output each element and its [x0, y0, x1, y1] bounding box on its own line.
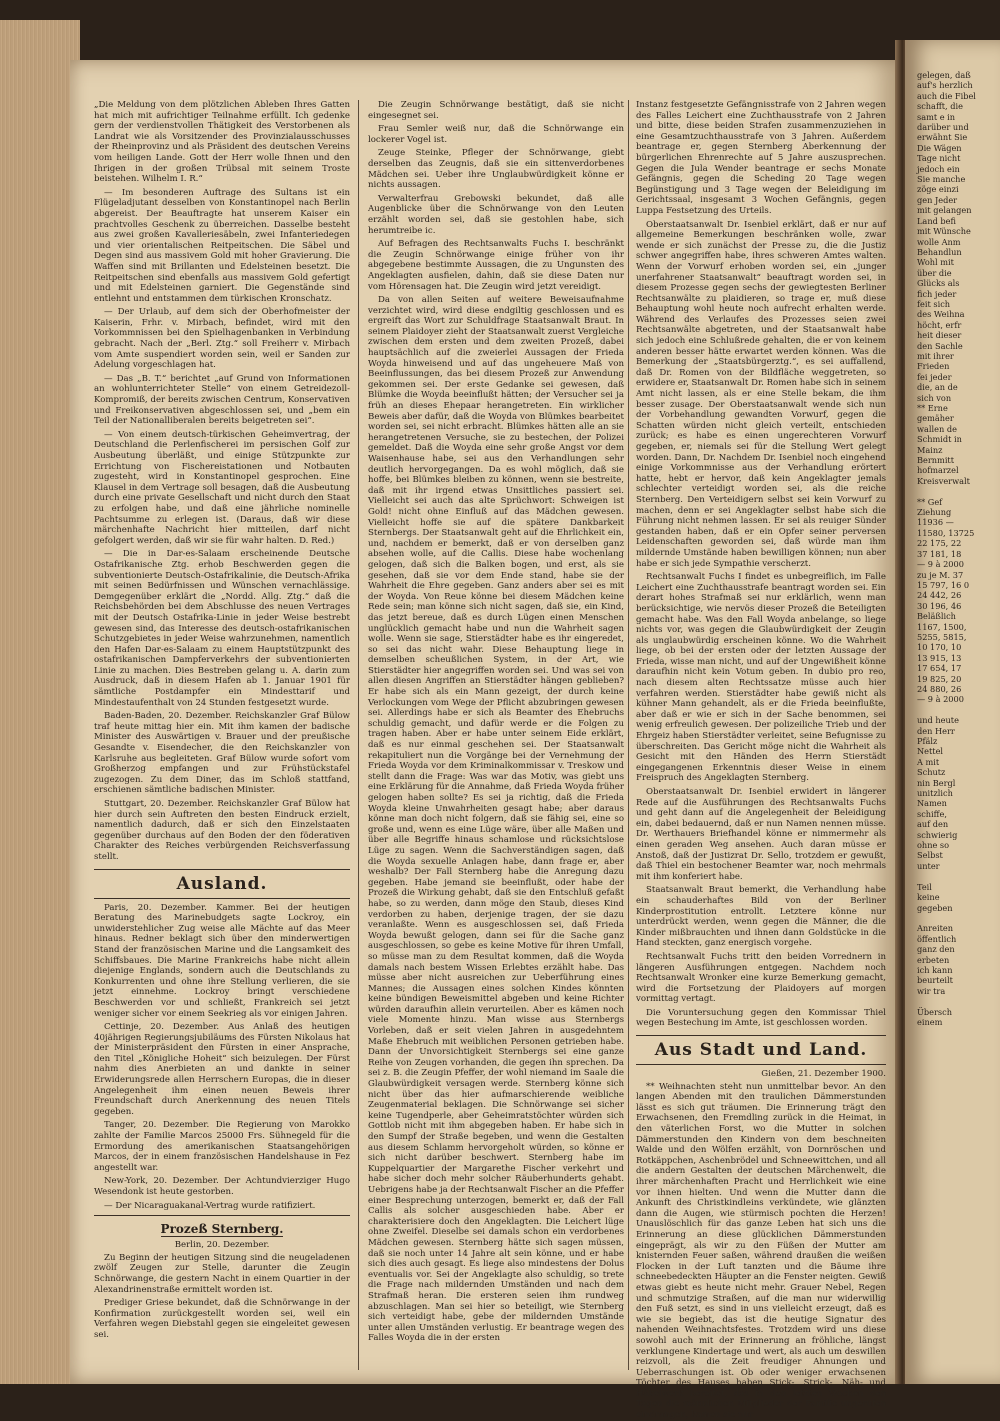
article-paris: Paris, 20. Dezember. Kammer. Bei der heutigen Beratung des Marinebudgets sagte Lockroy, ein unwiderstehlicher Zug weise alle Mächte auf das Meer hinaus. Redner beklagt sich über den minderwertigen Stand der französischen Marine und die Langsamkeit des Schiffsbaues. Die Marine Frankreichs habe nicht allein diejenige Englands, sondern auch die Deutschlands zu Konkurrenten und ohne ihre Stellung verlieren, die sie jetzt einnehme. Lockroy bringt verschiedene Beschwerden vor und schließt, Frankreich sei jetzt weniger sicher vor einem Seekrieg als vor einigen Jahren. [94, 902, 350, 1019]
column-3 [636, 100, 886, 1421]
article-stuttgart: Stuttgart, 20. Dezember. Reichskanzler Graf Bülow hat hier durch sein Auftreten den besten Eindruck erzielt, namentlich dadurch, daß er sich den Einzelstaaten gegenüber durchaus auf den Boden der den föderativen Charakter des Reiches verbürgenden Reichsverfassung stellt. [94, 799, 350, 862]
article-new-york: New-York, 20. Dezember. Der Achtundvierziger Hugo Wesendonk ist heute gestorben. [94, 1176, 350, 1197]
article-steinke: Zeuge Steinke, Pfleger der Schnörwange, giebt derselben das Zeugnis, daß sie ein sittenverdorbenes Mädchen sei. Ueber ihre Unglaubwürdigkeit könne er nichts aussagen. [368, 148, 624, 191]
column-rule [358, 100, 359, 1370]
article-schnoerwange: Die Zeugin Schnörwange bestätigt, daß sie nicht eingesegnet sei. [368, 100, 624, 121]
newspaper-page [70, 60, 900, 1421]
facing-page-edge [905, 40, 1000, 1384]
article-cettinje: Cettinje, 20. Dezember. Aus Anlaß des heutigen 40jährigen Regierungsjubiläums des Fürsten Nikolaus hat der Ministerpräsident den Fürsten in einer Ansprache, den Titel „Königliche Hoheit“ sich beizulegen. Der Fürst nahm dies Anerbieten an und dankte in seiner Erwiderungsrede allen Herrschern Europas, die in dieser Angelegenheit ihm einen neuen Beweis ihrer Freundschaft durch Anerkennung des neuen Titels gegeben. [94, 1022, 350, 1117]
article-isenbiel: Oberstaatsanwalt Dr. Isenbiel erklärt, daß er nur auf allgemeine Bemerkungen beschränken wolle, zwar wende er sich zunächst der Presse zu, die die Justiz schwer angegriffen habe, ihres schweren Amtes walten. Wenn der Vorwurf erhoben worden sei, ein „junger unerfahrener Staatsanwalt“ beauftragt worden sei, in diesem Prozesse gegen sechs der gewiegtesten Berliner Rechtsanwälte zu plaidieren, so trage er, muß diese Behauptung wohl heute noch aufrecht erhalten werde. Während des Verlaufes des Prozesses seien zwei Rechtsanwälte abgetreten, und der Staatsanwalt habe sich jedoch eine Schlußrede gehalten, die er von keinem anderen besser hätte erwartet werden können. Was die Bemerkung der „Staatsbürgerztg.“, es sei auffallend, daß Dr. Romen von der Bildfläche weggetreten, so erwidere er, Staatsanwalt Dr. Romen habe sich in seinem Amt nicht lassen, als er eine Stelle bekam, die ihm besser zusage. Der Oberstaatsanwalt wende sich nun der Vorbehandlung gewandten Vorwurf, gegen die Schatten würden nicht gleich verteilt, entschieden zurück; es habe es einen ungerechteren Vorwurf gegeben, er, niemals sei für die Stellung Wert gelegt worden. Dann, Dr. Nachdem Dr. Isenbiel noch eingehend einige Vorkommnisse aus der Verhandlung erörtert hatte, hebt er hervor, daß kein Angeklagter jemals schlechter verteidigt worden sei, als die reiche Sternberg. Den Verteidigern selbst sei kein Vorwurf zu machen, denn er sei Angeklagter selbst habe sich die Führung nicht nehmen lassen. Er sei als reuiger Sünder gestanden haben, daß er ein Opfer seiner perversen Leidenschaften geworden sei, daß würde man ihm mildernde Umstände haben bewilligen können; nun aber habe er sich jede Sympathie verscherzt. [636, 219, 886, 569]
dateline-berlin: Berlin, 20. Dezember. [174, 1240, 270, 1251]
article-strafantrag: Instanz festgesetzte Gefängnisstrafe von 2 Jahren wegen des Falles Leichert eine Zuchthausstrafe von 2 Jahren und bitte, diese beiden Strafen zusammenzuziehen in eine Gesamtzuchthausstrafe von 3 Jahren. Außerdem beantrage er, gegen Sternberg Aberkennung der bürgerlichen Ehrenrechte auf 5 Jahre auszusprechen. Gegen die Jula Wender beantrage er sechs Monate Gefängnis, gegen die Scheding 20 Tage wegen Begünstigung und 3 Tage wegen der Beleidigung im Gerichtssaal, insgesamt 3 Wochen Gefängnis, gegen Luppa Festsetzung des Urteils. [636, 100, 886, 216]
article-thiel: Die Voruntersuchung gegen den Kommissar Thiel wegen Bestechung im Amte, ist geschlossen worden. [636, 1007, 886, 1029]
article-getreidezoll: — Das „B. T.“ berichtet „auf Grund von Informationen an wohlunterrichteter Stelle“ von einem Getreidezoll-Kompromiß, der bereits zwischen Centrum, Konservativen und Freikonservativen abgeschlossen sei, und „bem ein Teil der Nationalliberalen bereits beigetreten sei“. [94, 373, 350, 427]
article-plaidoyer: Da von allen Seiten auf weitere Beweisaufnahme verzichtet wird, wird diese endgiltig geschlossen und es ergreift das Wort zur Schuldfrage Staatsanwalt Braut. In seinem Plaidoyer zieht der Staatsanwalt zuerst Vergleiche zwischen dem ersten und dem zweiten Prozeß, dabei hauptsächlich auf die zweierlei Aussagen der Frieda Woyda hinweisend und auf das ungeheuere Maß von Beeinflussungen, das bei diesem Prozeß zur Anwendung gekommen sei. Der erste Gedanke sei gewesen, daß Blümke die Woyda beeinflußt hätten; der Versucher sei ja früh an dieses Ehepaar herangetreten. Ein wirklicher Beweis aber dafür, daß die Woyda von Blümkes bearbeitet worden sei, sei nicht erbracht. Blümkes hätten alle an sie herangetretenen Versuche, sie zu bestechen, der Polizei gemeldet. Daß die Woyda eine sehr große Angst vor dem Waisenhause habe, sei aus den Verhandlungen sehr deutlich hervorgegangen. Da es wohl möglich, daß sie hoffe, bei Blümkes bleiben zu können, wenn sie bestreite, daß mit ihr irgend etwas Unsittliches passiert sei. Vielleicht sei auch das alte Sprüchwort: Schweigen ist Gold! nicht ohne Einfluß auf das Mädchen gewesen. Vielleicht hoffe sie auf die spätere Dankbarkeit Sternbergs. Der Staatsanwalt geht auf die Ehrlichkeit ein, und, nachdem er bemerkt, daß er von derselben ganz absehen wolle, auf die Callis. Diese habe wochenlang gelogen, daß sich die Balken bogen, und erst, als sie gesehen, daß sie vor dem Ende stand, habe sie der Wahrheit die Ehre gegeben. Ganz anders aber sei es mit der Woyda. Von Reue könne bei diesem Mädchen keine Rede sein; man könne sich nicht sagen, daß sie, ein Kind, das jetzt bereue, daß es durch Lügen einen Menschen unglücklich gemacht habe und nun die Wahrheit sagen wolle. Wenn sie sage, Stierstädter habe es ihr eingeredet, so sei das nicht wahr. Diese Behauptung liege in demselben scheußlichen System, in der Art, wie Stierstädter hier angegriffen worden sei. Und was sei von allen diesen Angriffen an Stierstädter hängen geblieben? Er habe sich als ein Mann gezeigt, der durch keine Verlockungen vom Wege der Pflicht abzubringen gewesen sei. Allerdings habe er sich als Beamter des Ehebruchs schuldig gemacht, und dafür werde er die Folgen zu tragen haben. Aber er habe unter seinem Eide erklärt, daß es nur einmal geschehen sei. Der Staatsanwalt rekapituliert nun die Vorgänge bei der Vernehmung der Frieda Woyda vor dem Kriminalkommissar v. Treskow und stellt dann die Frage: Was war das Motiv, was giebt uns eine Erklärung für die Annahme, daß Frieda Woyda früher gelogen haben sollte? Es sei ja richtig, daß die Frieda Woyda kleine Unwahrheiten gesagt habe; aber daraus könne man doch nicht folgern, daß sie fähig sei, eine so große und, wenn es eine Lüge wäre, über alle Maßen und über alle Begriffe hinaus schamlose und rücksichtslose Lüge zu sagen. Wenn die Sachverständigen sagen, daß die Woyda sexuelle Anlagen habe, dann frage er, aber weshalb? Der Fall Sternberg habe die Anregung dazu gegeben. Habe jemand sie beeinflußt, oder habe der Prozeß die Wirkung gehabt, daß sie den Entschluß gefaßt habe, so zu werden, dann möge den Staub, dieses Kind verdorben zu haben, derjenige tragen, der sie dazu veranlaßte. Wenn es ausgeschlossen sei, daß Frieda Woyda bewußt gelogen, dann sei für die Sache ganz ausgeschlossen, so gebe es keine Motive für ihren Umfall, so müsse man zu dem Resultat kommen, daß die Woyda damals nach bestem Wissen Erlebtes erzählt habe. Das müsse aber nicht ausreichen zur Ueberführung eines Mannes; die Aussagen eines solchen Kindes könnten keine bündigen Beweismittel abgeben und keine Richter würden daraufhin allein verurteilen. Aber es kämen noch viele Momente hinzu. Man wisse aus Sternbergs Vorleben, daß er seit vielen Jahren in ausgedehntem Maße Ehebruch mit weiblichen Personen getrieben habe. Dann der Unvorsichtigkeit Sternbergs sei eine ganze Reihe von Zeugen vorhanden, die gegen ihn sprechen. Da sei z. B. die Zeugin Pfeffer, der wohl niemand im Saale die Glaubwürdigkeit versagen werde. Sternberg könne sich nicht über das hier aufmarschierende weibliche Zeugenmaterial beklagen. Die Schnörwange sei sicher keine Tugendperle, aber Geheimratstöchter würden sich Gottlob nicht mit ihm abgegeben haben. Er habe sich in den Sumpf der Straße begeben, und wenn die Gestalten aus diesem Schlamm hervorgeholt würden, so könne er sich nicht darüber beschwert. Sternberg habe im Kuppelquartier der Margarethe Fischer verkehrt und habe sicher doch mehr solcher Räuberhunderts gehabt. Uebrigens habe ja der Rechtsanwalt Fischer an die Pfeffer einer Besprechung unterzogen, bemerkt er, daß der Fall Callis als solcher ausgeschieden habe. Aber er charakterisiere doch den Angeklagten. Die Leichert lüge ohne Zweifel. Dieselbe sei damals schon ein verdorbenes Mädchen gewesen. Sternberg hätte sich sagen müssen, daß sie noch unter 14 Jahre alt sein könne, und er habe sich dies auch gesagt. Es liege also mindestens der Dolus eventualis vor. Sei der Angeklagte also schuldig, so trete die Frage nach mildernden Umständen und nach dem Strafmaß heran. Die ersteren seien ihm rundweg abzuschlagen. Man sei hier so beteiligt, wie Sternberg sich verteidigt habe, gebe der mildernden Umstände unter allen Umständen verlustig. Er beantrage wegen des Falles Woyda die in der ersten [368, 295, 624, 1344]
article-geheimvertrag: — Von einem deutsch-türkischen Geheimvertrag, der Deutschland die Perlenfischerei im persischen Golf zur Ausbeutung überläßt, und einige Stützpunkte zur Errichtung von Fischereistationen und Notbauten zugesteht, wird in Konstantinopel gesprochen. Eine Klausel in dem Vertrage soll besagen, daß die Ausbeutung durch eine private Gesellschaft und nicht durch den Staat zu erfolgen habe, und daß eine jährliche nominelle Pachtsumme zu erlegen ist. (Daraus, daß wir diese märchenhafte Nachricht hier mitteilen, darf nicht gefolgert werden, daß wir sie für wahr halten. D. Red.) [94, 429, 350, 546]
dateline-giessen: Gießen, 21. Dezember 1900. [761, 1069, 886, 1080]
article-braut: Staatsanwalt Braut bemerkt, die Verhandlung habe ein schauderhaftes Bild von der Berliner Kinderprostitution entrollt. Letztere könne nur unterdrückt werden, wenn gegen die Männer, die die Kinder mißbrauchten und ihnen dann Goldstücke in die Hand steckten, ganz energisch vorgehe. [636, 885, 886, 949]
article-fuchs: Rechtsanwalt Fuchs I findet es unbegreiflich, im Falle Leichert eine Zuchthausstrafe beantragt worden sei. Ein derart hohes Strafmaß sei nur erklärlich, wenn man berücksichtige, wie nervös dieser Prozeß die Beteiligten gemacht habe. Was den Fall Woyda anbelange, so liege nichts vor, was gegen die Glaubwürdigkeit der Zeugin als unglaubwürdig erscheinen könne. Wo die Wahrheit liege, ob bei der ersten oder der letzten Aussage der Frieda, wisse man nicht, und auf der Ungewißheit könne daraufhin nicht kein Votum geben. In dubio pro reo, nach diesem alten Rechtssatze müsse auch hier verfahren werden. Stierstädter habe gewiß nicht als kühner Mann gehandelt, als er die Frieda beeinflußte, aber daß er wie er sich in der Sache benommen, sei wenig erfreulich gewesen. Der polizeiliche Trieb und der Ehrgeiz haben Stierstädter verleitet, seine Befugnisse zu überschreiten. Das Gericht möge nicht die Wahrheit als Gesicht mit den Händen des Herrn Stierstädt eingegangenen Erkenntnis dieser Weise in einem Freispruch des Angeklagten Sternberg. [636, 572, 886, 784]
article-grebowski: Verwalterfrau Grebowski bekundet, daß alle Augenblicke über die Schnörwange von den Leuten erzählt worden sei, daß sie gestohlen habe, sich herumtreibe ic. [368, 193, 624, 236]
article-mirbach: — Der Urlaub, auf dem sich der Oberhofmeister der Kaiserin, Frhr. v. Mirbach, befindet, wird mit den Vorkommnissen bei den Spielhagenbanken in Verbindung gebracht. Nach der „Berl. Ztg.“ soll Freiherr v. Mirbach vom Amte suspendiert worden sein, weil er Sanden zur Adelung vorgeschlagen hat. [94, 307, 350, 371]
article-semler: Frau Semler weiß nur, daß die Schnörwange ein lockerer Vogel ist. [368, 124, 624, 145]
article-fuchs-befragen: Auf Befragen des Rechtsanwalts Fuchs I. beschränkt die Zeugin Schnörwange einige früher von ihr abgegebene bestimmte Aussagen, die zu Ungunsten des Angeklagten ausfielen, dahin, daß sie diese Daten nur vom Hörensagen hat. Die Zeugin wird jetzt vereidigt. [368, 239, 624, 292]
article-nicaragua: — Der Nicaraguakanal-Vertrag wurde ratifiziert. [104, 1200, 316, 1211]
article-prozess-intro: Zu Beginn der heutigen Sitzung sind die neugeladenen zwölf Zeugen zur Stelle, darunter die Zeugin Schnörwange, die gestern Nacht in einem Quartier in der Alexandrinenstraße ermittelt worden ist. [94, 1252, 350, 1295]
section-heading-prozess: Prozeß Sternberg. [160, 1222, 284, 1237]
article-tanger: Tanger, 20. Dezember. Die Regierung von Marokko zahlte der Familie Marcos 25000 Frs. Sühnegeld für die Ermordung des amerikanischen Staatsangehörigen Marcos, der in einem französischen Handelshause in Fez angestellt war. [94, 1120, 350, 1173]
telegram-text: „Die Meldung von dem plötzlichen Ableben Ihres Gatten hat mich mit aufrichtiger Teilnahme erfüllt. Ich gedenke gern der verdienstvollen Thätigkeit des Verstorbenen als Landrat wie als Vorsitzender des Provinzialausschusses der Rheinprovinz und als Präsident des deutschen Vereins vom heiligen Lande. Gott der Herr wolle Ihnen und den Ihrigen in der großen Trübsal mit seinem Troste beistehen. Wilhelm I. R.“ [94, 100, 350, 185]
page-stack [0, 20, 80, 1384]
article-fuchs-wronker: Rechtsanwalt Fuchs tritt den beiden Vorrednern in längeren Ausführungen entgegen. Nachdem noch Rechtsanwalt Wronker eine kurze Bemerkung gemacht, wird die Fortsetzung der Plaidoyers auf morgen vormittag vertagt. [636, 951, 886, 1005]
article-isenbiel-erwidert: Oberstaatsanwalt Dr. Isenbiel erwidert in längerer Rede auf die Ausführungen des Rechtsanwalts Fuchs und geht dann auf die Angelegenheit der Beleidigung ein, dabei bedauernd, daß er nun Namen nennen müsse. Dr. Werthauers Briefhandel könne er nimmermehr als einen geraden Weg ansehen. Auch daran müsse er Anstoß, daß der Justizrat Dr. Sello, trotzdem er gewußt, daß Thiel ein bestochener Beamter war, noch mehrmals mit ihm konferiert habe. [636, 787, 886, 882]
column-rule [628, 100, 629, 1370]
article-griese: Prediger Griese bekundet, daß die Schnörwange in der Konfirmation zurückgestellt worden sei, weil ein Verfahren wegen Diebstahl gegen sie eingeleitet gewesen sei. [94, 1298, 350, 1340]
column-1 [94, 100, 350, 1370]
column-2 [368, 100, 624, 1370]
article-weihnachten: ** Weihnachten steht nun unmittelbar bevor. An den langen Abenden mit den traulichen Dämmerstunden lässt es sich gut träumen. Die Erinnerung trägt den Erwachsenen, den Fremdling zurück in die Heimat, in den väterlichen Forst, wo die Mutter in solchen Dämmerstunden den Kindern von dem beschneiten Walde und den Wölfen erzählt, von Dornröschen und Rotkäppchen, Aschenbrödel und Schneewittchen, und all die andern Gestalten der deutschen Märchenwelt, die ihrer märchenhaften Pracht und Herrlichkeit wie eine vor ihnen hielten. Und wenn die Mutter dann die Ankunft des Christkindleins verkündete, wie glänzten dann die Augen, wie stürmisch pochten die Herzen! Unauslöschlich für das ganze Leben hat sich uns die Erinnerung an diese glücklichen Dämmerstunden eingeprägt, als wir zu den Füßen der Mutter am knisternden Feuer saßen, während draußen die weißen Flocken in der Luft tanzten und die Bäume ihre schneebedeckten Häupter an die Fenster neigten. Gewiß etwas giebt es heute nicht mehr. Grauer Nebel, Regen und schmutzige Straßen, auf die man nur widerwillig den Fuß setzt, es sind in uns vielleicht erzeugt, daß es wie sie begiebt, das ist die heutige Signatur des nahenden Weihnachtsfestes. Trotzdem wird uns diese sowohl auch mit der Erinnerung an fröhliche, längst verklungene Kindertage und wert, als auch um deswillen reizvoll, als die Zeit freudiger Ahnungen und Ueberraschungen ist. Ob oder weniger erwachsenen Töchter des Hauses haben Stick-, Strick-, Näh- und Häkelwerk bereitet, das in den letzten Wochen den Tagen die männlichen Mitglieder der Familie ungerufen eindrangen, kamen sie nur [636, 1081, 886, 1421]
section-heading-stadt-und-land: Aus Stadt und Land. [636, 1035, 886, 1065]
article-baden-baden: Baden-Baden, 20. Dezember. Reichskanzler Graf Bülow traf heute mittag hier ein. Mit ihm kamen der badische Minister des Auswärtigen v. Brauer und der preußische Gesandte v. Eisendecher, die den Reichskanzler von Karlsruhe aus begleiteten. Graf Bülow wurde sofort vom Großherzog empfangen und zur Frühstückstafel zugezogen. Zu dem Diner, das im Schloß stattfand, erschienen sämtliche badischen Minister. [94, 711, 350, 796]
facing-page-text: gelegen, daß auf's herzlich auch die Fibel schafft, die samt e in darüber und erwähnt Sie Die Wägen Tage nicht jedoch ein Sie manche zöge einzi gen Jeder mit gelangen Land befi mit Wünsche wolle Anm Behandlun Wohl mit über die Glücks als fich jeder feit sich des Weihna höcht, erfr heit dieser den Sachle mit ihrer Frieden fei jeder die, an de sich von ** Erne gemäher wallen de Schmidt in Mainz Bernmitt hofmarzel Kreisverwalt ** Gef Ziehung 11936 — 11580, 13725 22 175, 22 37 181, 18 — 9 à 2000 zu je M. 37 15 797, 16 0 24 442, 26 30 196, 46 Beläßlich 1167, 1500, 5255, 5815, 10 170, 10 13 915, 13 17 654, 17 19 825, 20 24 880, 26 — 9 à 2000 und heute den Herr Pfälz Nettel A mit Schutz nin Bergl unitzlich Namen schiffe, auf den schwierig ohne so Selbst unter Teil keine gegeben Anreiten öffentlich ganz den erbeten ich kann beurteilt wir tra Übersch einem [917, 70, 976, 1027]
article-sultan: — Im besonderen Auftrage des Sultans ist ein Flügeladjutant desselben von Konstantinopel nach Berlin abgereist. Der Beauftragte hat unserem Kaiser ein prachtvolles Geschenk zu überreichen. Dasselbe besteht aus zwei großen Kavalleriesäbeln, zwei Infanteriedegen und vier orientalischen Reitpeitschen. Die Säbel und Degen sind aus massivem Gold mit hoher Gravierung. Die Waffen sind mit Brillanten und Edelsteinen besetzt. Die Reitpeitschen sind ebenfalls aus massivem Gold gefertigt und mit Edelsteinen garniert. Die Gegenstände sind entlehnt und entstammen dem türkischen Kronschatz. [94, 187, 350, 304]
section-heading-ausland: Ausland. [94, 869, 350, 899]
article-ostafrika: — Die in Dar-es-Salaam erscheinende Deutsche Ostafrikanische Ztg. erhob Beschwerden gegen die subventionierte Deutsch-Ostafrikalinie, die Deutsch-Afrika mit seinen Bedürfnissen und Wünschen vernachlässige. Demgegenüber erklärt die „Nordd. Allg. Ztg.“ daß die Reichsbehörden bei dem Abschlusse des neuen Vertrages mit der Deutsch Ostafrika-Linie in jeder Weise bestrebt gewesen sind, das Interesse des deutsch-ostafrikanischen Schutzgebietes in jeder Weise wahrzunehmen, namentlich den Hafen Dar-es-Salaam zu einem Hauptstützpunkt des ostafrikanischen Dampferverkehrs der subventionierten Linie zu machen. Dies Bestreben gelang u. A. darin zum Ausdruck, daß in diesem Hafen ab 1. Januar 1901 für sämtliche Postdampfer ein Mindesttarif und Mindestaufenthalt von 24 Stunden festgesetzt wurde. [94, 549, 350, 708]
divider [94, 1215, 350, 1216]
